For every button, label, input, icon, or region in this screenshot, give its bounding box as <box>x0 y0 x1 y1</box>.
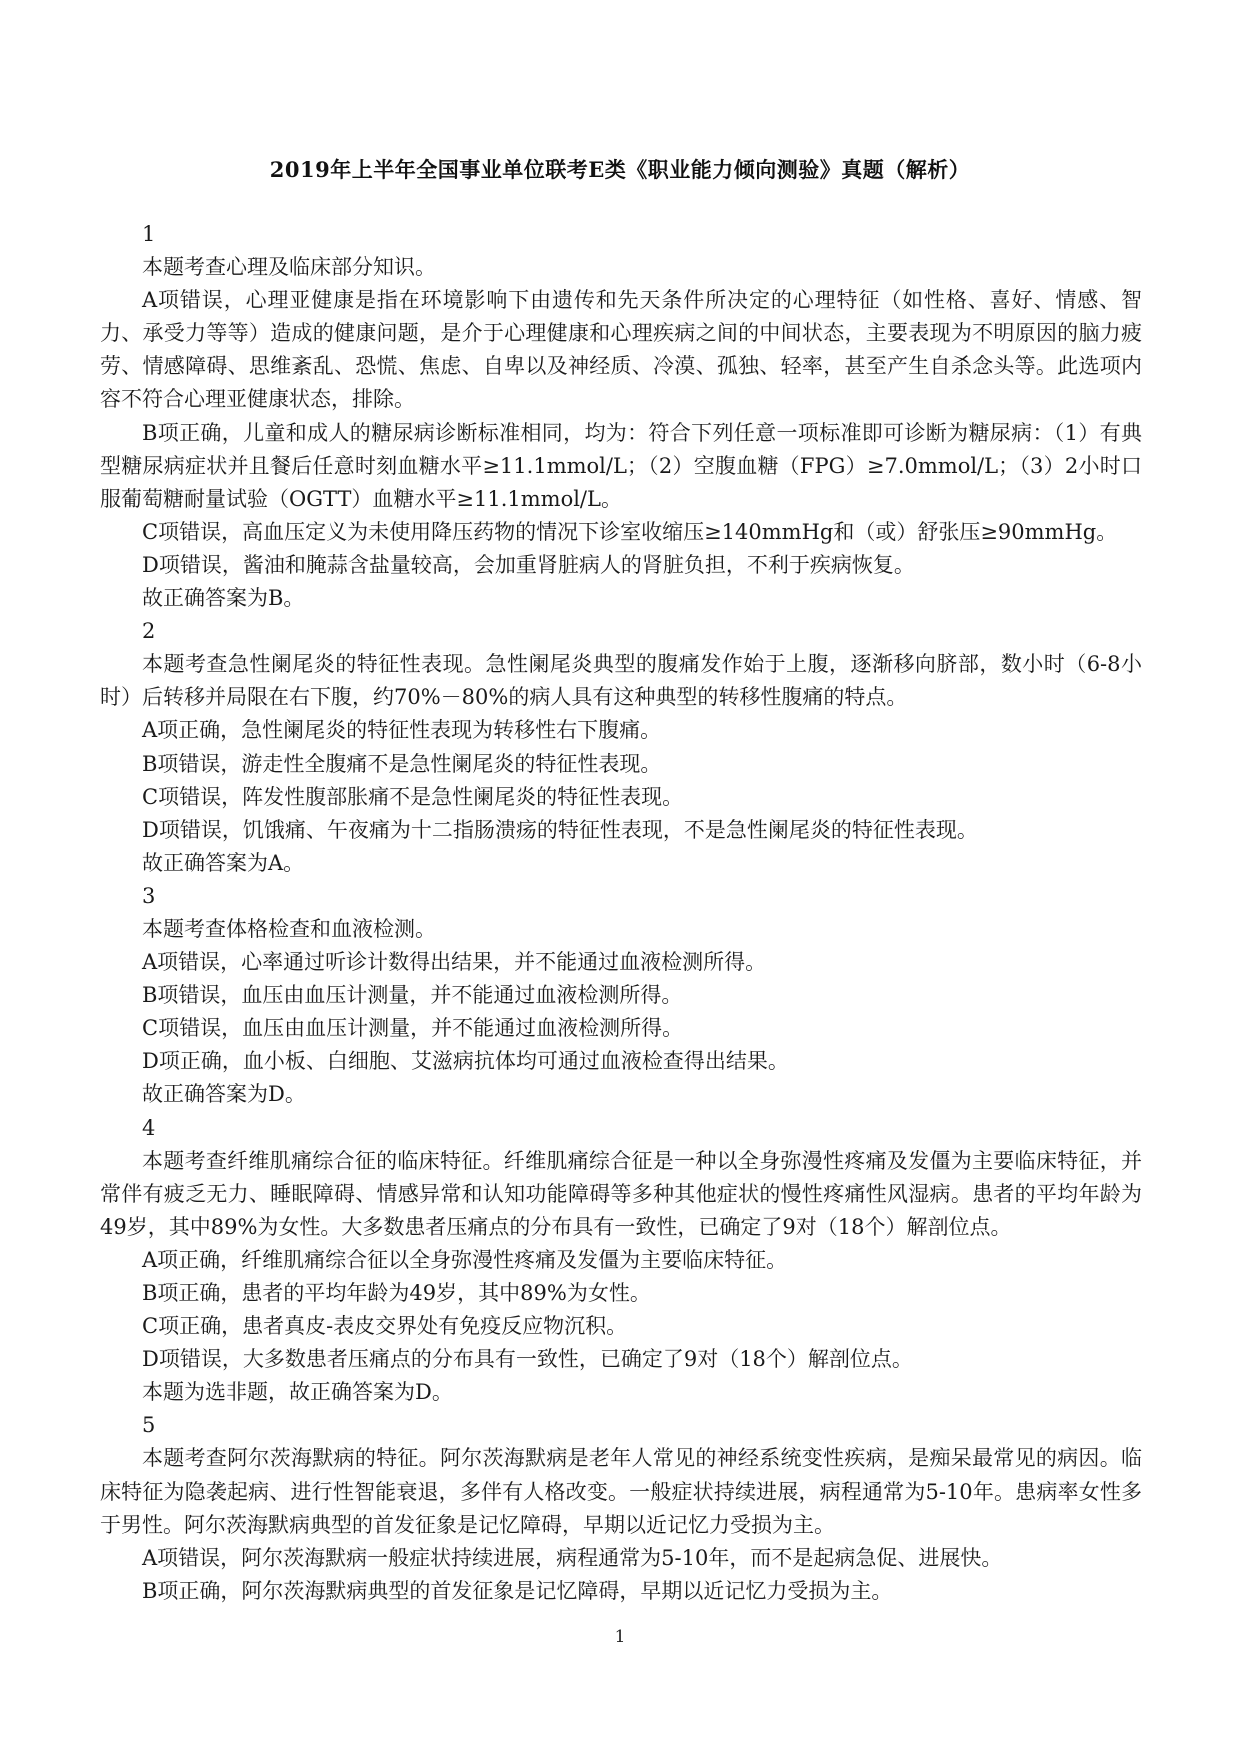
question-topic: 本题考查纤维肌痛综合征的临床特征。纤维肌痛综合征是一种以全身弥漫性疼痛及发僵为主要临床特征，并常伴有疲乏无力、睡眠障碍、情感异常和认知功能障碍等多种其他症状的慢性疼痛性风湿病。患者的平均年龄为49岁，其中89%为女性。大多数患者压痛点的分布具有一致性，已确定了9对（18个）解剖位点。 <box>100 1148 1142 1239</box>
option-analysis-b: B项错误，游走性全腹痛不是急性阑尾炎的特征性表现。 <box>142 751 662 776</box>
question-3 <box>100 880 1142 1112</box>
question-number: 2 <box>142 619 156 644</box>
question-number: 3 <box>142 883 156 908</box>
option-analysis-d: D项错误，酱油和腌蒜含盐量较高，会加重肾脏病人的肾脏负担，不利于疾病恢复。 <box>142 552 915 577</box>
question-4 <box>100 1112 1142 1410</box>
option-analysis-c: C项正确，患者真皮-表皮交界处有免疫反应物沉积。 <box>142 1314 628 1339</box>
page-number: 1 <box>614 1627 626 1647</box>
option-analysis-d: D项错误，大多数患者压痛点的分布具有一致性，已确定了9对（18个）解剖位点。 <box>142 1347 913 1372</box>
question-number: 4 <box>142 1115 156 1140</box>
option-analysis-d: D项正确，血小板、白细胞、艾滋病抗体均可通过血液检查得出结果。 <box>142 1049 789 1074</box>
answer-statement: 故正确答案为A。 <box>142 850 305 875</box>
option-analysis-a: A项错误，心率通过听诊计数得出结果，并不能通过血液检测所得。 <box>142 950 767 975</box>
option-analysis-a: A项错误，心理亚健康是指在环境影响下由遗传和先天条件所决定的心理特征（如性格、喜好、情感、智力、承受力等等）造成的健康问题，是介于心理健康和心理疾病之间的中间状态，主要表现为不明原因的脑力疲劳、情感障碍、思维紊乱、恐慌、焦虑、自卑以及神经质、冷漠、孤独、轻率，甚至产生自杀念头等。此选项内容不符合心理亚健康状态，排除。 <box>100 288 1142 412</box>
answer-statement: 故正确答案为D。 <box>142 1082 306 1107</box>
question-topic: 本题考查体格检查和血液检测。 <box>142 916 436 941</box>
option-analysis-c: C项错误，高血压定义为未使用降压药物的情况下诊室收缩压≥140mmHg和（或）舒张压≥90mmHg。 <box>142 519 1118 544</box>
question-2 <box>100 615 1142 880</box>
option-analysis-c: C项错误，阵发性腹部胀痛不是急性阑尾炎的特征性表现。 <box>142 784 684 809</box>
option-analysis-a: A项正确，急性阑尾炎的特征性表现为转移性右下腹痛。 <box>142 718 662 743</box>
option-analysis-c: C项错误，血压由血压计测量，并不能通过血液检测所得。 <box>142 1016 684 1041</box>
option-analysis-b: B项正确，患者的平均年龄为49岁，其中89%为女性。 <box>142 1281 651 1305</box>
option-analysis-b: B项错误，血压由血压计测量，并不能通过血液检测所得。 <box>142 983 683 1008</box>
document-title: 2019年上半年全国事业单位联考E类《职业能力倾向测验》真题（解析） <box>269 157 971 182</box>
question-topic: 本题考查急性阑尾炎的特征性表现。急性阑尾炎典型的腹痛发作始于上腹，逐渐移向脐部，数小时（6-8小时）后转移并局限在右下腹，约70%－80%的病人具有这种典型的转移性腹痛的特点。 <box>100 652 1142 710</box>
question-1 <box>100 218 1142 615</box>
option-analysis-d: D项错误，饥饿痛、午夜痛为十二指肠溃疡的特征性表现，不是急性阑尾炎的特征性表现。 <box>142 817 978 842</box>
question-topic: 本题考查心理及临床部分知识。 <box>142 255 436 280</box>
option-analysis-b: B项正确，儿童和成人的糖尿病诊断标准相同，均为：符合下列任意一项标准即可诊断为糖尿病：（1）有典型糖尿病症状并且餐后任意时刻血糖水平≥11.1mmol/L；（2）空腹血糖（FPG）≥7.0mmol/L；（3）2小时口服葡萄糖耐量试验（OGTT）血糖水平≥11.1mmol/L。 <box>100 420 1142 511</box>
answer-statement: 本题为选非题，故正确答案为D。 <box>142 1380 453 1405</box>
document-body <box>100 218 1142 1608</box>
question-5 <box>100 1409 1142 1608</box>
question-topic: 本题考查阿尔茨海默病的特征。阿尔茨海默病是老年人常见的神经系统变性疾病，是痴呆最常见的病因。临床特征为隐袭起病、进行性智能衰退，多伴有人格改变。一般症状持续进展，病程通常为5-10年。患病率女性多于男性。阿尔茨海默病典型的首发征象是记忆障碍，早期以近记忆力受损为主。 <box>100 1446 1142 1537</box>
option-analysis-b: B项正确，阿尔茨海默病典型的首发征象是记忆障碍，早期以近记忆力受损为主。 <box>142 1578 893 1603</box>
option-analysis-a: A项正确，纤维肌痛综合征以全身弥漫性疼痛及发僵为主要临床特征。 <box>142 1247 788 1272</box>
answer-statement: 故正确答案为B。 <box>142 586 305 611</box>
question-number: 5 <box>142 1413 156 1438</box>
option-analysis-a: A项错误，阿尔茨海默病一般症状持续进展，病程通常为5-10年，而不是起病急促、进展快。 <box>142 1545 1003 1570</box>
question-number: 1 <box>142 222 156 246</box>
